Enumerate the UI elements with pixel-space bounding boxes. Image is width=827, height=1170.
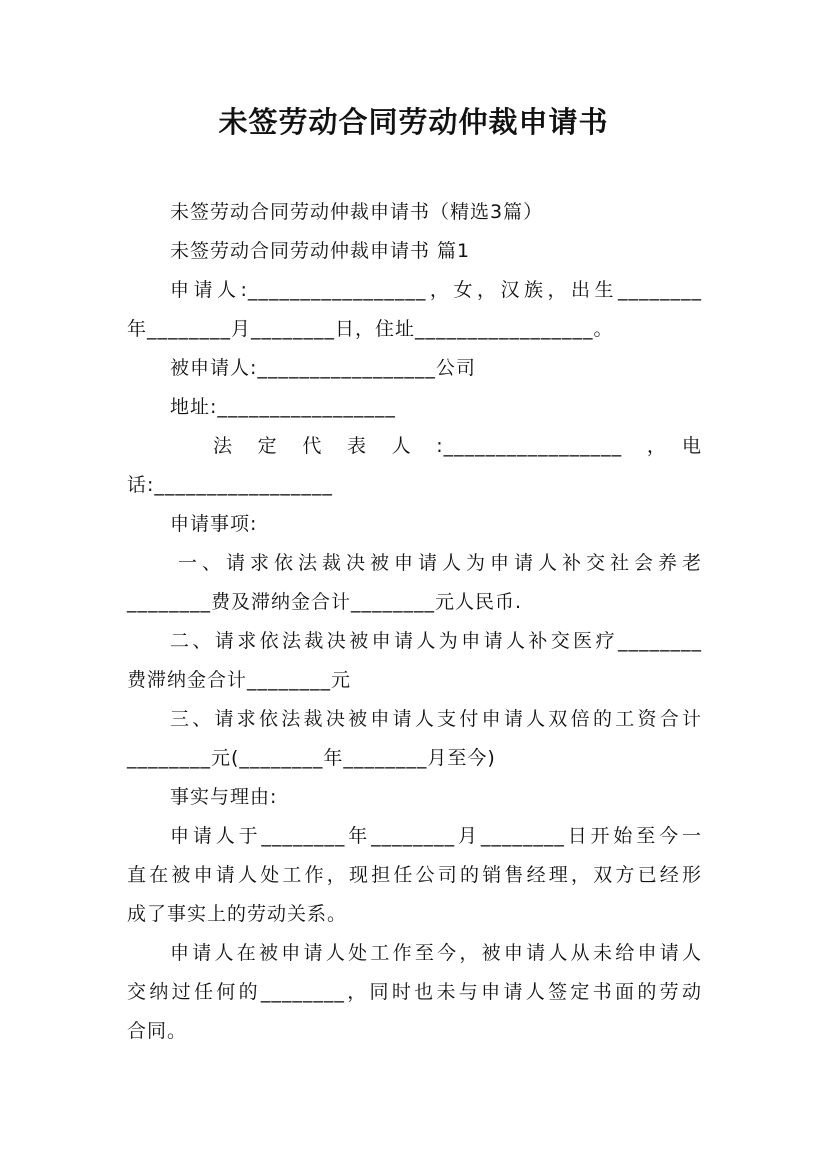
request-3: 三、请求依法裁决被申请人支付申请人双倍的工资合计 — [170, 708, 702, 730]
legal-rep-line: 法 定 代 表 人 :_________________ ， 电 — [213, 435, 702, 457]
request-2-cont: 费滞纳金合计________元 — [127, 669, 352, 691]
facts-para-2: 申请人在被申请人处工作至今，被申请人从未给申请人 — [170, 942, 702, 964]
request-3-cont: ________元(________年________月至今) — [127, 747, 496, 769]
subtitle-line: 未签劳动合同劳动仲裁申请书（精选3篇） — [170, 201, 544, 223]
legal-rep-line-cont: 话:_________________ — [127, 474, 333, 496]
section-heading: 未签劳动合同劳动仲裁申请书 篇1 — [170, 240, 471, 262]
facts-para-2-cont: 交纳过任何的________，同时也未与申请人签定书面的劳动 — [127, 981, 702, 1003]
facts-para-1: 申请人于________年________月________日开始至今一 — [170, 825, 702, 847]
applicant-line: 申请人:_________________，女，汉族，出生________ — [170, 279, 702, 301]
respondent-line: 被申请人:_________________公司 — [170, 357, 476, 379]
request-2: 二、请求依法裁决被申请人为申请人补交医疗________ — [170, 630, 702, 652]
request-1: 一、请求依法裁决被申请人为申请人补交社会养老 — [178, 552, 702, 574]
address-line: 地址:_________________ — [170, 396, 396, 418]
facts-para-2-end: 合同。 — [127, 1020, 188, 1042]
document-title: 未签劳动合同劳动仲裁申请书 — [218, 105, 609, 139]
facts-para-1-cont: 直在被申请人处工作，现担任公司的销售经理，双方已经形 — [127, 864, 702, 886]
applicant-line-cont: 年________月________日，住址_________________。 — [127, 318, 614, 340]
requests-heading: 申请事项: — [170, 513, 258, 535]
facts-heading: 事实与理由: — [170, 786, 278, 808]
request-1-cont: ________费及滞纳金合计________元人民币. — [127, 591, 523, 613]
facts-para-1-end: 成了事实上的劳动关系。 — [127, 903, 348, 925]
